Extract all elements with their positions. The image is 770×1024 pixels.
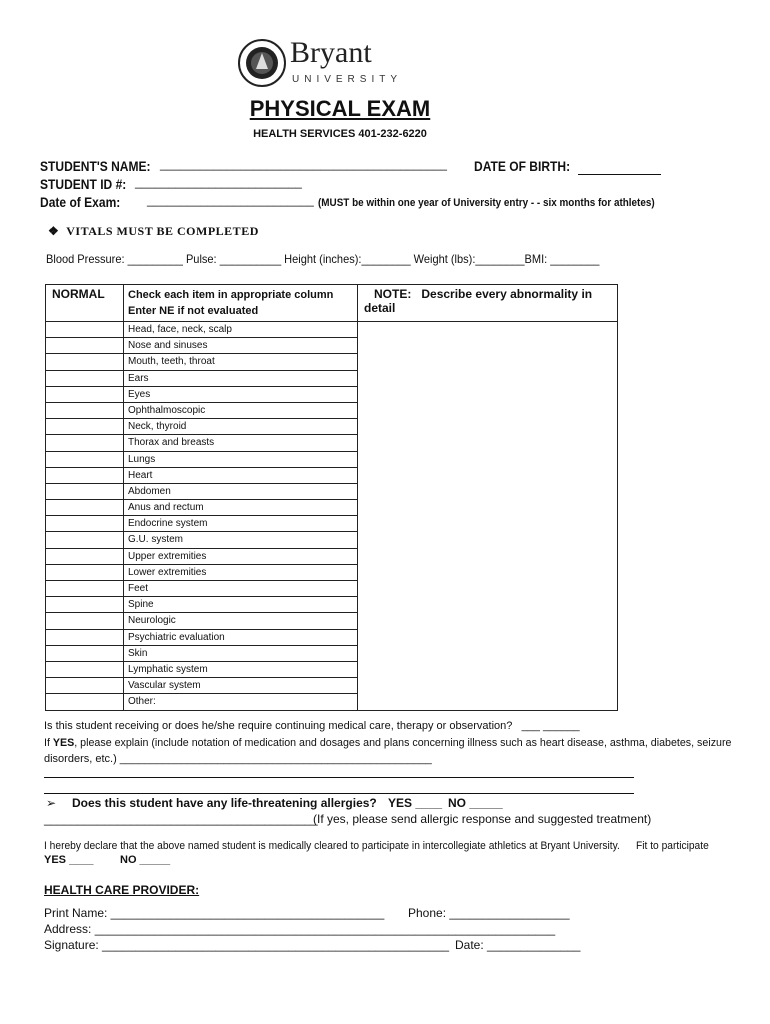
- normal-checkbox-cell[interactable]: [46, 451, 124, 467]
- normal-checkbox-cell[interactable]: [46, 516, 124, 532]
- exam-item-label: Other:: [124, 694, 358, 710]
- exam-item-label: Lower extremities: [124, 564, 358, 580]
- continuing-care-answer[interactable]: ___ ______: [521, 720, 580, 732]
- exam-table: [45, 284, 618, 711]
- clearance-yes[interactable]: YES ____: [44, 854, 94, 866]
- student-name-field[interactable]: ___________________________________________: [160, 157, 447, 171]
- exam-item-label: Head, face, neck, scalp: [124, 322, 358, 338]
- exam-item-label: Eyes: [124, 386, 358, 402]
- normal-checkbox-cell[interactable]: [46, 532, 124, 548]
- allergy-detail-field[interactable]: _________________________________________: [44, 812, 318, 826]
- bryant-seal-logo: [237, 38, 287, 88]
- health-services-phone: HEALTH SERVICES 401-232-6220: [253, 128, 427, 140]
- check-column-header: Check each item in appropriate column Enter NE if not evaluated: [124, 285, 358, 322]
- exam-item-label: Anus and rectum: [124, 500, 358, 516]
- explain-line-2[interactable]: disorders, etc.) ___________________________________________________: [44, 753, 432, 765]
- exam-item-label: Abdomen: [124, 483, 358, 499]
- vitals-header: [48, 224, 259, 239]
- exam-item-label: Endocrine system: [124, 516, 358, 532]
- exam-item-label: Skin: [124, 645, 358, 661]
- normal-checkbox-cell[interactable]: [46, 645, 124, 661]
- signature-field[interactable]: Signature: ____________________________________________________: [44, 938, 450, 952]
- exam-item-label: Nose and sinuses: [124, 338, 358, 354]
- normal-checkbox-cell[interactable]: [46, 694, 124, 710]
- allergy-yes[interactable]: YES ____: [388, 796, 443, 810]
- normal-checkbox-cell[interactable]: [46, 338, 124, 354]
- exam-item-label: Ophthalmoscopic: [124, 402, 358, 418]
- normal-checkbox-cell[interactable]: [46, 678, 124, 694]
- clearance-statement: I hereby declare that the above named student is medically cleared to participate in intercollegiate athletics at Bryant University.: [44, 840, 620, 852]
- exam-item-label: Ears: [124, 370, 358, 386]
- vitals-line[interactable]: Blood Pressure: _________ Pulse: __________ Height (inches):________ Weight (lbs):________BMI: ________: [46, 252, 600, 266]
- normal-checkbox-cell[interactable]: [46, 419, 124, 435]
- diamond-bullet-icon: ❖: [48, 224, 60, 238]
- normal-checkbox-cell[interactable]: [46, 661, 124, 677]
- fit-to-participate-label: Fit to participate: [636, 840, 709, 852]
- normal-checkbox-cell[interactable]: [46, 548, 124, 564]
- exam-date-label: Date of Exam:: [40, 194, 121, 210]
- exam-item-label: Lymphatic system: [124, 661, 358, 677]
- normal-checkbox-cell[interactable]: [46, 386, 124, 402]
- abnormality-notes-cell[interactable]: [358, 322, 618, 711]
- exam-item-label: Neurologic: [124, 613, 358, 629]
- normal-column-header: NORMAL: [46, 285, 124, 322]
- normal-checkbox-cell[interactable]: [46, 500, 124, 516]
- student-id-label: STUDENT ID #:: [40, 176, 127, 192]
- allergy-question: Does this student have any life-threatening allergies?: [72, 796, 377, 810]
- explain-blank-line-2[interactable]: [44, 793, 634, 794]
- vitals-header-text: VITALS MUST BE COMPLETED: [66, 224, 259, 238]
- normal-checkbox-cell[interactable]: [46, 467, 124, 483]
- allergy-no[interactable]: NO _____: [448, 796, 503, 810]
- exam-item-label: Upper extremities: [124, 548, 358, 564]
- brand-name: Bryant: [290, 36, 372, 69]
- exam-item-label: G.U. system: [124, 532, 358, 548]
- exam-date-note: (MUST be within one year of University entry - - six months for athletes): [318, 197, 655, 209]
- address-field[interactable]: Address: _____________________________________________________________________: [44, 922, 556, 936]
- student-name-label: STUDENT'S NAME:: [40, 158, 151, 174]
- explain-blank-line-1[interactable]: [44, 777, 634, 778]
- exam-item-label: Thorax and breasts: [124, 435, 358, 451]
- date-field[interactable]: Date: ______________: [455, 938, 581, 952]
- note-column-header: NOTE: Describe every abnormality in detail: [358, 285, 618, 322]
- dob-field[interactable]: [578, 160, 661, 175]
- explain-line: If YES, please explain (include notation of medication and dosages and plans concerning illness such as heart disease, asthma, diabetes, seizure: [44, 737, 732, 749]
- exam-item-label: Heart: [124, 467, 358, 483]
- exam-item-label: Neck, thyroid: [124, 419, 358, 435]
- exam-item-label: Psychiatric evaluation: [124, 629, 358, 645]
- exam-item-label: Vascular system: [124, 678, 358, 694]
- normal-checkbox-cell[interactable]: [46, 629, 124, 645]
- normal-checkbox-cell[interactable]: [46, 613, 124, 629]
- page-title: PHYSICAL EXAM: [249, 96, 431, 121]
- student-id-field[interactable]: _________________________: [135, 175, 302, 189]
- exam-table-header: [46, 285, 618, 322]
- normal-checkbox-cell[interactable]: [46, 597, 124, 613]
- dob-label: DATE OF BIRTH:: [474, 158, 571, 174]
- arrow-bullet-icon: ➢: [46, 796, 57, 810]
- normal-checkbox-cell[interactable]: [46, 483, 124, 499]
- phone-field[interactable]: Phone: __________________: [408, 906, 570, 920]
- allergy-note: (If yes, please send allergic response and suggested treatment): [313, 812, 652, 826]
- exam-date-field[interactable]: _________________________: [147, 193, 314, 207]
- brand-subtitle: UNIVERSITY: [292, 74, 403, 85]
- provider-header: HEALTH CARE PROVIDER:: [44, 883, 200, 897]
- exam-item-row: [46, 322, 618, 338]
- normal-checkbox-cell[interactable]: [46, 322, 124, 338]
- normal-checkbox-cell[interactable]: [46, 581, 124, 597]
- print-name-field[interactable]: Print Name: _________________________________________: [44, 906, 385, 920]
- exam-item-label: Spine: [124, 597, 358, 613]
- normal-checkbox-cell[interactable]: [46, 402, 124, 418]
- normal-checkbox-cell[interactable]: [46, 435, 124, 451]
- normal-checkbox-cell[interactable]: [46, 354, 124, 370]
- clearance-no[interactable]: NO _____: [120, 854, 171, 866]
- exam-item-label: Feet: [124, 581, 358, 597]
- normal-checkbox-cell[interactable]: [46, 564, 124, 580]
- exam-item-label: Mouth, teeth, throat: [124, 354, 358, 370]
- continuing-care-question: Is this student receiving or does he/she require continuing medical care, therapy or observation? ___ ______: [44, 720, 580, 732]
- exam-item-label: Lungs: [124, 451, 358, 467]
- normal-checkbox-cell[interactable]: [46, 370, 124, 386]
